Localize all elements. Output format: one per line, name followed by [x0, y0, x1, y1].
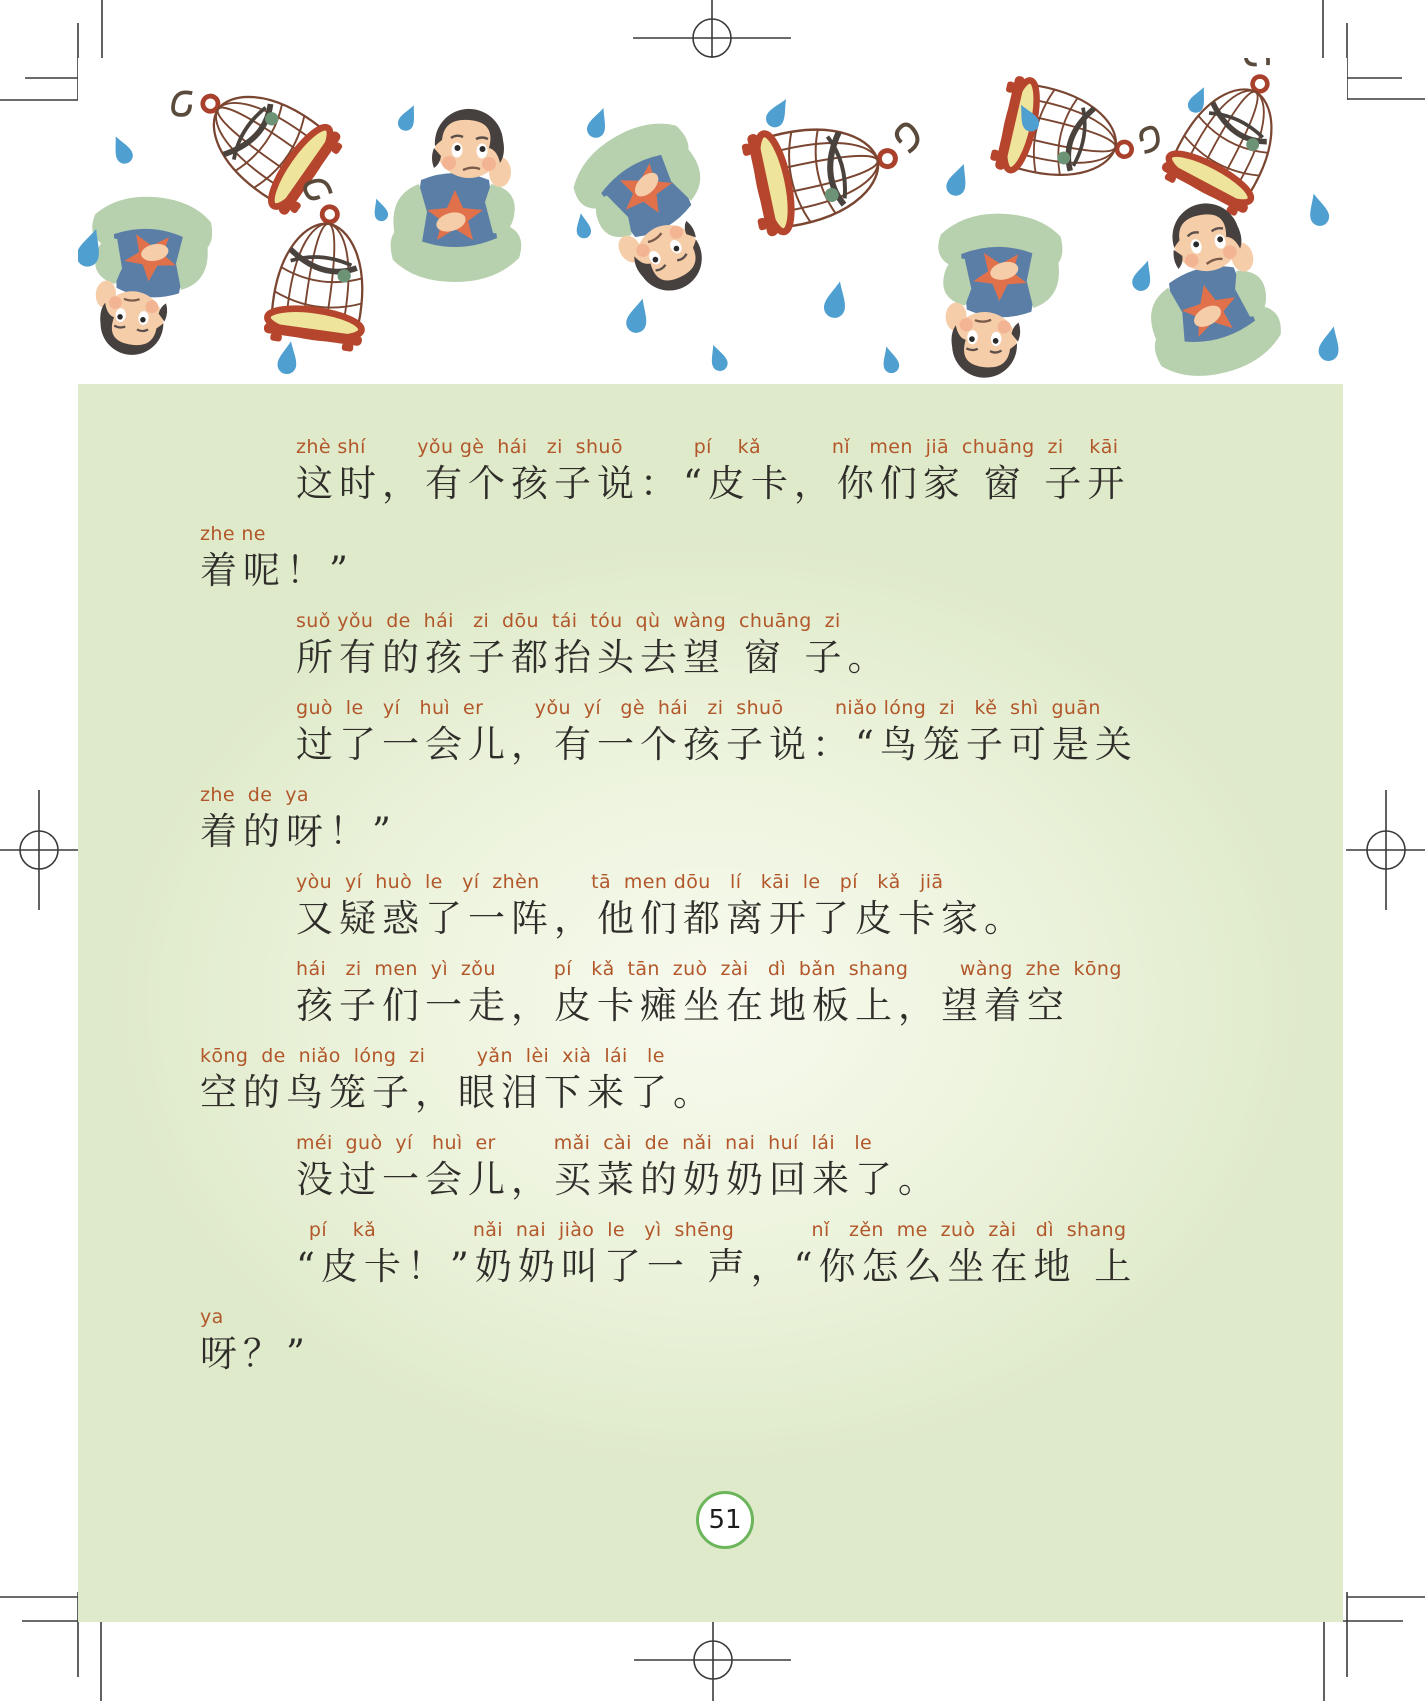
hanzi-text: 呀？” — [200, 1332, 311, 1375]
teardrop-illustration — [1305, 191, 1332, 228]
pinyin-text: zhe ne — [200, 523, 266, 545]
story-line — [296, 958, 1313, 1029]
registration-mark-left — [0, 790, 79, 910]
header-illustration — [78, 58, 1347, 384]
hanzi-text: 孩子们一走，皮卡瘫坐在地板上，望着空 — [296, 984, 1070, 1027]
story-text — [200, 436, 1313, 1377]
pinyin-text: pí kǎ nǎi nai jiào le yì shēng nǐ zěn me zuò zài dì shang — [296, 1219, 1127, 1241]
story-line — [200, 1306, 1313, 1377]
pinyin-text: guò le yí huì er yǒu yí gè hái zi shuō niǎo lóng zi kě shì guān — [296, 697, 1101, 719]
pinyin-text: ya — [200, 1306, 224, 1328]
hanzi-text: 又疑惑了一阵，他们都离开了皮卡家。 — [296, 897, 1027, 940]
teardrop-illustration — [108, 133, 135, 166]
story-line — [296, 1219, 1313, 1290]
teardrop-illustration — [395, 102, 420, 133]
hanzi-text: 着的呀！” — [200, 810, 397, 853]
teardrop-illustration — [879, 344, 901, 374]
story-content-area — [78, 384, 1343, 1622]
story-line — [200, 784, 1313, 855]
teardrop-illustration — [1317, 324, 1344, 362]
teardrop-illustration — [822, 279, 850, 320]
sad-boy-illustration — [934, 212, 1064, 381]
story-line — [296, 1132, 1313, 1203]
pinyin-text: zhe de ya — [200, 784, 309, 806]
sad-boy-illustration — [560, 107, 750, 312]
pinyin-text: méi guò yí huì er mǎi cài de nǎi nai huí lái le — [296, 1132, 873, 1154]
teardrop-illustration — [276, 340, 300, 376]
story-line — [296, 871, 1313, 942]
pinyin-text: yòu yí huò le yí zhèn tā men dōu lí kāi le pí kǎ jiā — [296, 871, 944, 893]
teardrop-illustration — [574, 212, 592, 239]
hanzi-text: 过了一会儿，有一个孩子说：“鸟笼子可是关 — [296, 723, 1138, 766]
sad-boy-illustration — [391, 109, 522, 282]
pinyin-text: zhè shí yǒu gè hái zi shuō pí kǎ nǐ men jiā chuāng zi kāi — [296, 436, 1119, 458]
teardrop-illustration — [1185, 84, 1210, 115]
empty-birdcage-illustration — [1157, 58, 1316, 220]
sad-boy-illustration — [1123, 192, 1288, 384]
story-line — [200, 1045, 1313, 1116]
pinyin-text: suǒ yǒu de hái zi dōu tái tóu qù wàng chuāng zi — [296, 610, 841, 632]
pinyin-text: hái zi men yì zǒu pí kǎ tān zuò zài dì bǎn shang wàng zhe kōng — [296, 958, 1122, 980]
page-number: 51 — [708, 1505, 742, 1535]
hanzi-text: 所有的孩子都抬头去望 窗 子。 — [296, 636, 891, 679]
teardrop-illustration — [763, 95, 794, 131]
hanzi-text: 着呢！” — [200, 549, 354, 592]
hanzi-text: 空的鸟笼子，眼泪下来了。 — [200, 1071, 716, 1114]
hanzi-text: 没过一会儿，买菜的奶奶回来了。 — [296, 1158, 941, 1201]
registration-mark-right — [1346, 790, 1425, 910]
sad-boy-illustration — [81, 192, 215, 361]
pinyin-text: kōng de niǎo lóng zi yǎn lèi xià lái le — [200, 1045, 665, 1067]
teardrop-illustration — [706, 342, 730, 373]
header-illustration-band — [78, 58, 1347, 384]
hanzi-text: 这时，有个孩子说：“皮卡，你们家 窗 子开 — [296, 462, 1131, 505]
story-line — [296, 436, 1313, 507]
empty-birdcage-illustration — [988, 74, 1165, 203]
teardrop-illustration — [1130, 258, 1156, 293]
teardrop-illustration — [370, 197, 390, 223]
teardrop-illustration — [585, 105, 612, 140]
hanzi-text: “皮卡！”奶奶叫了一 声，“你怎么坐在地 上 — [296, 1245, 1138, 1288]
story-line — [296, 610, 1313, 681]
teardrop-illustration — [624, 296, 652, 335]
page-number-badge — [696, 1491, 754, 1549]
story-line — [296, 697, 1313, 768]
registration-mark-bottom — [634, 1620, 791, 1701]
story-line — [200, 523, 1313, 594]
teardrop-illustration — [944, 161, 973, 199]
